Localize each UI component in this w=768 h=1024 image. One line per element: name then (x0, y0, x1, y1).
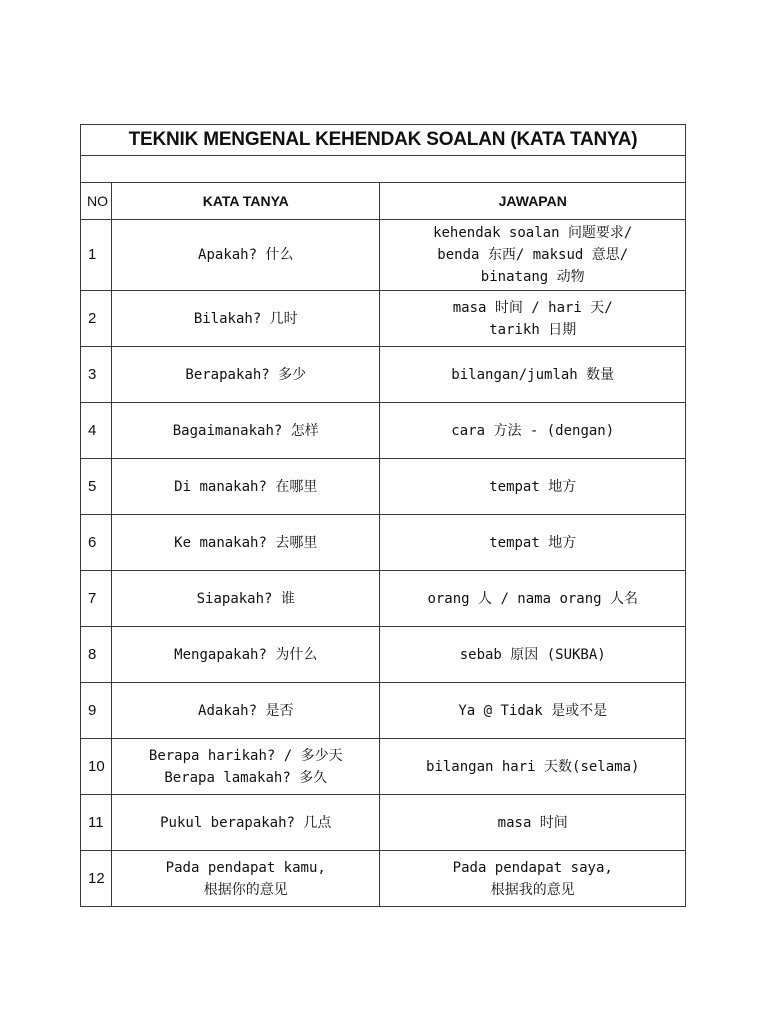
row-number: 4 (81, 403, 112, 459)
empty-row-cell (81, 156, 686, 183)
question-word-line: Siapakah? 谁 (196, 590, 295, 607)
answer-cell (380, 739, 686, 795)
answer-line: bilangan/jumlah 数量 (451, 366, 615, 383)
question-word-line: Bilakah? 几时 (193, 310, 298, 327)
question-word-cell (112, 739, 380, 795)
answer-line: tempat 地方 (489, 534, 577, 551)
row-number: 9 (81, 683, 112, 739)
answer-line: masa 时间 / hari 天/ (452, 299, 613, 316)
spacer-row (81, 156, 686, 183)
table-row (81, 515, 686, 571)
question-word-line: Bagaimanakah? 怎样 (172, 422, 319, 439)
answer-line: orang 人 / nama orang 人名 (427, 590, 639, 607)
question-word-cell (112, 459, 380, 515)
row-number: 12 (81, 851, 112, 907)
table-row (81, 403, 686, 459)
table-row (81, 627, 686, 683)
question-word-cell (112, 291, 380, 347)
question-word-line: Pada pendapat kamu, (165, 859, 326, 876)
question-word-line: Mengapakah? 为什么 (174, 646, 318, 663)
answer-cell (380, 683, 686, 739)
table-row (81, 220, 686, 291)
header-row (81, 183, 686, 220)
answer-line: sebab 原因 (SUKBA) (459, 646, 606, 663)
answer-line: 根据我的意见 (490, 881, 575, 898)
table-title: TEKNIK MENGENAL KEHENDAK SOALAN (KATA TANYA) (81, 125, 686, 156)
row-number: 10 (81, 739, 112, 795)
answer-line: binatang 动物 (480, 269, 585, 285)
answer-cell (380, 515, 686, 571)
table-row (81, 347, 686, 403)
question-word-cell (112, 515, 380, 571)
title-row (81, 125, 686, 156)
answer-cell (380, 403, 686, 459)
answer-line: bilangan hari 天数(selama) (426, 758, 640, 775)
row-number: 8 (81, 627, 112, 683)
question-words-table (80, 124, 686, 907)
answer-line: Ya @ Tidak 是或不是 (458, 702, 608, 719)
row-number: 1 (81, 220, 112, 291)
question-word-cell (112, 347, 380, 403)
question-word-line: Ke manakah? 去哪里 (174, 534, 318, 551)
header-answer: JAWAPAN (380, 183, 686, 220)
question-word-line: Berapa harikah? / 多少天 (148, 747, 343, 764)
answer-line: tempat 地方 (489, 478, 577, 495)
question-word-line: 根据你的意见 (203, 881, 288, 898)
answer-cell (380, 347, 686, 403)
answer-line: benda 东西/ maksud 意思/ (437, 247, 629, 263)
answer-cell (380, 220, 686, 291)
row-number: 2 (81, 291, 112, 347)
table-row (81, 795, 686, 851)
row-number: 6 (81, 515, 112, 571)
row-number: 5 (81, 459, 112, 515)
row-number: 7 (81, 571, 112, 627)
answer-line: Pada pendapat saya, (452, 859, 613, 876)
row-number: 3 (81, 347, 112, 403)
question-word-line: Adakah? 是否 (198, 702, 294, 719)
table-row (81, 459, 686, 515)
question-word-line: Berapakah? 多少 (185, 366, 307, 383)
table-row (81, 291, 686, 347)
row-number: 11 (81, 795, 112, 851)
table-row (81, 739, 686, 795)
question-word-cell (112, 571, 380, 627)
header-question: KATA TANYA (112, 183, 380, 220)
question-word-line: Apakah? 什么 (198, 247, 294, 263)
table-row (81, 571, 686, 627)
answer-cell (380, 795, 686, 851)
answer-cell (380, 459, 686, 515)
answer-line: kehendak soalan 问题要求/ (433, 225, 633, 241)
table-row (81, 683, 686, 739)
question-word-line: Di manakah? 在哪里 (174, 478, 318, 495)
question-word-cell (112, 220, 380, 291)
answer-cell (380, 851, 686, 907)
question-word-cell (112, 795, 380, 851)
answer-line: masa 时间 (497, 814, 568, 831)
answer-cell (380, 627, 686, 683)
answer-cell (380, 571, 686, 627)
question-word-line: Pukul berapakah? 几点 (160, 814, 332, 831)
header-no: NO (81, 183, 112, 220)
answer-cell (380, 291, 686, 347)
question-word-cell (112, 627, 380, 683)
answer-line: cara 方法 - (dengan) (451, 422, 615, 439)
table-row (81, 851, 686, 907)
question-word-line: Berapa lamakah? 多久 (164, 769, 328, 786)
question-word-cell (112, 851, 380, 907)
question-word-cell (112, 683, 380, 739)
question-word-cell (112, 403, 380, 459)
answer-line: tarikh 日期 (489, 321, 577, 338)
